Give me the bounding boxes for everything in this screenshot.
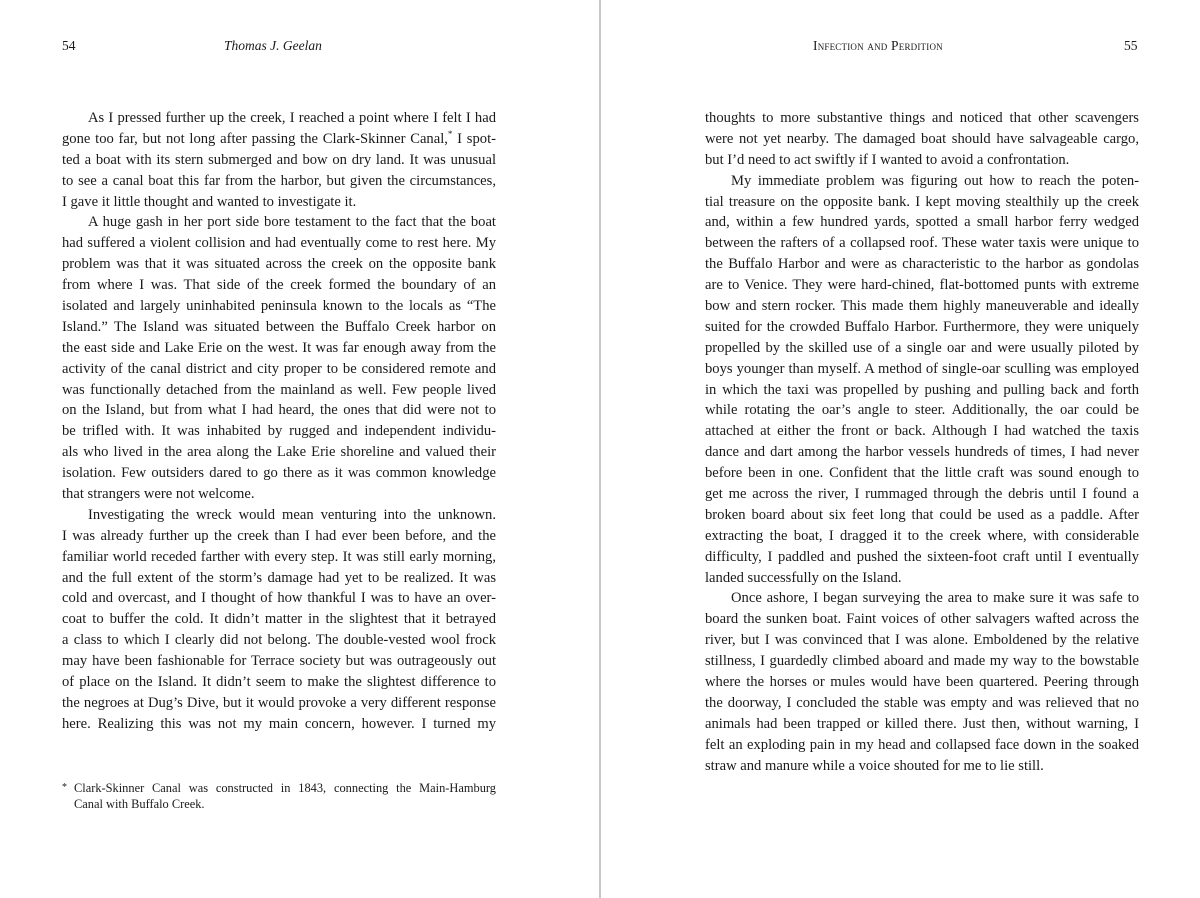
text-segment: I spot- bbox=[452, 130, 496, 147]
page-number-left: 54 bbox=[62, 38, 76, 53]
text-line: had suffered a violent collision and had eventually come to rest here. My bbox=[62, 235, 496, 252]
text-line: ted a boat with its stern submerged and bow on dry land. It was unusual bbox=[62, 151, 496, 168]
text-line: thoughts to more substantive things and noticed that other scavengers bbox=[705, 110, 1139, 126]
text-line: My immediate problem was figuring out how to reach the poten- bbox=[731, 172, 1139, 189]
text-line: animals had been trapped or killed there. Just then, without warning, I bbox=[705, 715, 1139, 732]
paragraph bbox=[705, 108, 1139, 171]
text-line: that strangers were not welcome. bbox=[62, 486, 255, 503]
text-line: get me across the river, I rummaged through the debris until I found a bbox=[705, 486, 1139, 503]
left-page bbox=[0, 0, 599, 898]
text-line: tial treasure on the opposite bank. I kept moving stealthily up the creek bbox=[705, 193, 1139, 210]
body-text-left bbox=[62, 108, 496, 735]
page-number-right: 55 bbox=[1124, 38, 1138, 53]
text-line: landed successfully on the Island. bbox=[705, 569, 902, 586]
text-line: cold and overcast, and I thought of how thankful I was to have an over- bbox=[62, 590, 496, 607]
text-line: board the sunken boat. Faint voices of other salvagers wafted across the bbox=[705, 611, 1139, 628]
text-line: before been in one. Confident that the little craft was sound enough to bbox=[705, 465, 1139, 482]
text-line: attached at either the front or back. Although I had watched the taxis bbox=[705, 423, 1139, 440]
text-line: boys younger than myself. A method of single-oar sculling was employed bbox=[705, 360, 1139, 377]
text-segment: gone too far, but not long after passing the Clark-Skinner Canal, bbox=[62, 130, 448, 147]
text-line: straw and manure while a voice shouted for me to lie still. bbox=[705, 757, 1044, 774]
text-line: coat to buffer the cold. It didn’t matter in the slightest that it betrayed bbox=[62, 611, 496, 628]
text-line: may have been fashionable for Terrace society but was outrageously out bbox=[62, 653, 496, 670]
right-page bbox=[601, 0, 1200, 898]
running-head-chapter: Infection and Perdition bbox=[813, 38, 943, 53]
text-line: als who lived in the area along the Lake Erie shoreline and valued their bbox=[62, 444, 496, 461]
text-line: Once ashore, I began surveying the area to make sure it was safe to bbox=[731, 590, 1139, 607]
text-line: of place on the Island. It didn’t seem to make the slightest difference to bbox=[62, 674, 496, 691]
text-line: isolated and largely uninhabited peninsula known to the locals as “The bbox=[62, 298, 496, 315]
text-line: isolation. Few outsiders dared to go there as it was common knowledge bbox=[62, 465, 496, 482]
text-line: on the Island, but from what I had heard, the ones that did were not to bbox=[62, 402, 496, 419]
text-line: familiar world receded farther with every step. It was still early morning, bbox=[62, 548, 496, 565]
paragraph bbox=[62, 212, 496, 504]
text-line: and, within a few hundred yards, spotted a small harbor ferry wedged bbox=[705, 214, 1139, 231]
text-line: extracting the boat, I dragged it to the creek where, with considerable bbox=[705, 527, 1139, 544]
text-line: activity of the canal district and city proper to be considered remote and bbox=[62, 360, 496, 377]
footnote-reference[interactable]: * bbox=[447, 129, 453, 140]
text-line: here. Realizing this was not my main concern, however. I turned my bbox=[62, 715, 496, 732]
text-line: to see a canal boat this far from the harbor, but given the circumstances, bbox=[62, 172, 496, 189]
text-line: are to Venice. They were hard-chined, flat-bottomed punts with extreme bbox=[705, 277, 1139, 294]
paragraph bbox=[705, 171, 1139, 589]
text-line: Investigating the wreck would mean venturing into the unknown. bbox=[88, 506, 496, 523]
text-line: was functionally detached from the mainland as well. Few people lived bbox=[62, 381, 496, 398]
text-line: Island.” The Island was situated between the Buffalo Creek harbor on bbox=[62, 318, 496, 335]
text-line: be trifled with. It was inhabited by rugged and independent individu- bbox=[62, 423, 496, 440]
text-line: problem was that it was situated across the creek on the opposite bank bbox=[62, 256, 496, 273]
text-line: I gave it little thought and wanted to investigate it. bbox=[62, 193, 357, 210]
text-line: river, but I was convinced that I was alone. Emboldened by the relative bbox=[705, 632, 1139, 649]
footnote-mark: * bbox=[62, 782, 67, 793]
text-line: the doorway, I concluded the stable was empty and was relieved that no bbox=[705, 694, 1139, 711]
paragraph bbox=[705, 588, 1139, 776]
text-line: dance and dart among the harbor vessels hundreds of times, I had never bbox=[705, 444, 1139, 461]
paragraph bbox=[62, 108, 496, 212]
text-line: and the full extent of the storm’s damage had yet to be realized. It was bbox=[62, 569, 496, 586]
text-line: were not yet nearby. The damaged boat should have salvageable cargo, bbox=[705, 130, 1139, 147]
body-text-right bbox=[705, 108, 1139, 777]
text-line: difficulty, I paddled and pushed the sixteen-foot craft until I eventually bbox=[705, 548, 1139, 565]
text-line: propelled by the skilled use of a single oar and were usually piloted by bbox=[705, 339, 1139, 356]
footnote-line: Clark-Skinner Canal was constructed in 1843, connecting the Main-Hamburg bbox=[74, 781, 496, 795]
running-head-author: Thomas J. Geelan bbox=[224, 38, 322, 53]
text-line: the east side and Lake Erie on the west. It was far enough away from the bbox=[62, 339, 496, 356]
text-line: the negroes at Dug’s Dive, but it would provoke a very different response bbox=[62, 694, 496, 711]
text-line: I was already further up the creek than I had ever been before, and the bbox=[62, 527, 496, 544]
text-line: but I’d need to act swiftly if I wanted to avoid a confrontation. bbox=[705, 151, 1070, 168]
text-line: broken board about six feet long that could be used as a paddle. After bbox=[705, 506, 1139, 523]
text-line: bow and stern rocker. This made them highly maneuverable and ideally bbox=[705, 298, 1139, 315]
text-line: A huge gash in her port side bore testament to the fact that the boat bbox=[88, 214, 496, 231]
footnote bbox=[62, 780, 496, 812]
text-line: from where I was. That side of the creek formed the boundary of an bbox=[62, 277, 496, 294]
text-line: As I pressed further up the creek, I reached a point where I felt I had bbox=[88, 110, 496, 126]
text-line: in which the taxi was propelled by pushing and pulling back and forth bbox=[705, 381, 1139, 398]
text-line: while rotating the oar’s angle to steer. Additionally, the oar could be bbox=[705, 402, 1139, 419]
text-line: stillness, I guardedly climbed aboard and made my way to the bowstable bbox=[705, 653, 1139, 670]
text-line: where the horses or mules would have been quartered. Peering through bbox=[705, 674, 1139, 691]
text-line: between the rafters of a collapsed roof. These water taxis were unique to bbox=[705, 235, 1139, 252]
footnote-body bbox=[62, 780, 496, 812]
text-line: felt an exploding pain in my head and collapsed face down in the soaked bbox=[705, 736, 1139, 753]
text-line: the Buffalo Harbor and were as characteristic to the harbor as gondolas bbox=[705, 256, 1139, 273]
footnote-line: Canal with Buffalo Creek. bbox=[74, 797, 205, 811]
text-line: a class to which I clearly did not belong. The double-vested wool frock bbox=[62, 632, 496, 649]
text-line-with-footnote-ref bbox=[62, 129, 496, 150]
text-line: suited for the crowded Buffalo Harbor. Furthermore, they were uniquely bbox=[705, 318, 1139, 335]
paragraph bbox=[62, 505, 496, 735]
